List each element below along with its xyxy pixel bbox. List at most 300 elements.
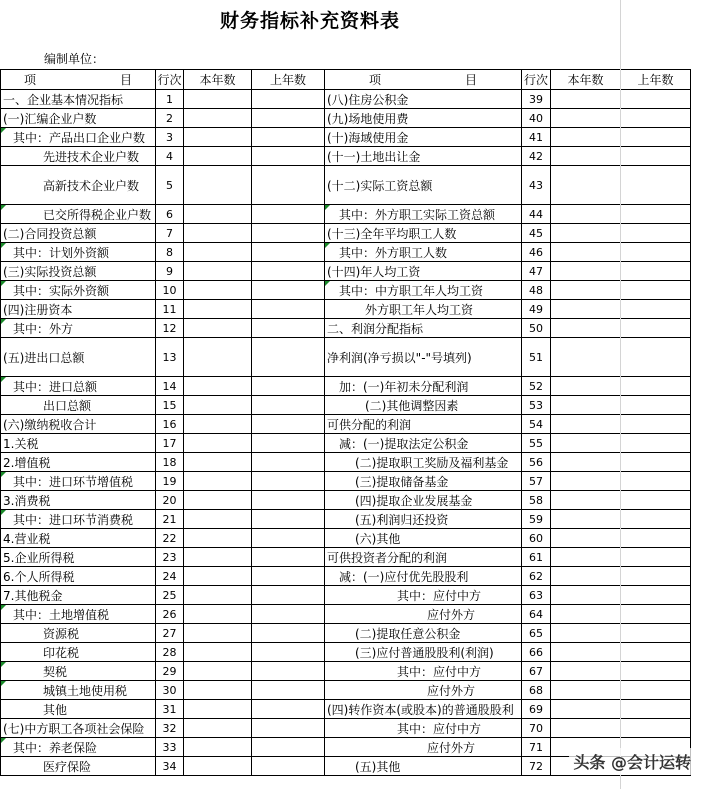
right-item-cell[interactable] — [325, 624, 522, 643]
right-this-year-cell[interactable] — [551, 700, 621, 719]
right-line-no-cell[interactable]: 67 — [522, 662, 551, 681]
right-item-label: (三)提取储备基金 — [355, 474, 449, 489]
left-item-cell[interactable] — [1, 453, 156, 472]
right-line-no-cell[interactable]: 49 — [522, 300, 551, 319]
left-item-cell[interactable] — [1, 128, 156, 147]
right-line-no-cell[interactable]: 59 — [522, 510, 551, 529]
left-this-year-cell[interactable] — [184, 319, 252, 338]
left-this-year-cell[interactable] — [184, 300, 252, 319]
left-item-label: 其中：产品出口企业户数 — [13, 130, 146, 145]
table-row — [1, 567, 691, 586]
right-line-no-cell[interactable]: 68 — [522, 681, 551, 700]
table-row — [1, 586, 691, 605]
right-item-cell[interactable] — [325, 472, 522, 491]
header-this-year-right: 本年数 — [551, 70, 621, 90]
right-item-cell[interactable] — [325, 738, 522, 757]
right-this-year-cell[interactable] — [551, 147, 621, 166]
left-item-label: (四)注册资本 — [3, 302, 73, 317]
left-item-cell[interactable] — [1, 472, 156, 491]
left-item-label: 7.其他税金 — [3, 588, 63, 603]
right-item-cell[interactable] — [325, 700, 522, 719]
cell-comment-marker — [1, 205, 6, 210]
left-item-label: 2.增值税 — [3, 455, 51, 470]
left-item-cell[interactable] — [1, 700, 156, 719]
right-item-cell[interactable] — [325, 90, 522, 109]
right-item-cell[interactable] — [325, 662, 522, 681]
left-item-label: (三)实际投资总额 — [3, 264, 97, 279]
left-line-no-cell[interactable]: 12 — [156, 319, 184, 338]
left-line-no-cell[interactable]: 29 — [156, 662, 184, 681]
left-this-year-cell[interactable] — [184, 548, 252, 567]
right-this-year-cell[interactable] — [551, 224, 621, 243]
right-this-year-cell[interactable] — [551, 128, 621, 147]
left-item-cell[interactable] — [1, 567, 156, 586]
right-this-year-cell[interactable] — [551, 396, 621, 415]
right-this-year-cell[interactable] — [551, 643, 621, 662]
right-item-cell[interactable] — [325, 548, 522, 567]
table-row — [1, 262, 691, 281]
left-item-cell[interactable] — [1, 205, 156, 224]
left-last-year-cell[interactable] — [252, 662, 325, 681]
left-this-year-cell[interactable] — [184, 281, 252, 300]
left-item-cell[interactable] — [1, 662, 156, 681]
left-this-year-cell[interactable] — [184, 147, 252, 166]
unit-row — [0, 46, 709, 68]
left-item-label: 其中：土地增值税 — [13, 607, 110, 622]
right-this-year-cell[interactable] — [551, 586, 621, 605]
right-line-no-cell[interactable]: 48 — [522, 281, 551, 300]
left-this-year-cell[interactable] — [184, 491, 252, 510]
right-line-no-cell[interactable]: 72 — [522, 757, 551, 776]
left-line-no-cell[interactable]: 1 — [156, 90, 184, 109]
right-item-cell[interactable] — [325, 300, 522, 319]
left-item-cell[interactable] — [1, 109, 156, 128]
left-this-year-cell[interactable] — [184, 224, 252, 243]
left-item-cell[interactable] — [1, 224, 156, 243]
right-line-no-cell[interactable]: 57 — [522, 472, 551, 491]
right-item-cell[interactable] — [325, 491, 522, 510]
left-item-cell[interactable] — [1, 300, 156, 319]
left-this-year-cell[interactable] — [184, 472, 252, 491]
right-line-no-cell[interactable]: 66 — [522, 643, 551, 662]
right-line-no-cell[interactable]: 71 — [522, 738, 551, 757]
left-this-year-cell[interactable] — [184, 529, 252, 548]
right-item-cell[interactable] — [325, 166, 522, 205]
left-item-label: 医疗保险 — [43, 759, 92, 774]
right-line-no-cell[interactable]: 52 — [522, 377, 551, 396]
left-item-label: 6.个人所得税 — [3, 569, 75, 584]
right-this-year-cell[interactable] — [551, 205, 621, 224]
left-last-year-cell[interactable] — [252, 472, 325, 491]
right-item-cell[interactable] — [325, 719, 522, 738]
left-last-year-cell[interactable] — [252, 681, 325, 700]
left-last-year-cell[interactable] — [252, 757, 325, 776]
header-last-year-right: 上年数 — [621, 70, 691, 90]
right-this-year-cell[interactable] — [551, 605, 621, 624]
left-this-year-cell[interactable] — [184, 719, 252, 738]
left-item-cell[interactable] — [1, 757, 156, 776]
right-item-cell[interactable] — [325, 128, 522, 147]
right-this-year-cell[interactable] — [551, 529, 621, 548]
left-item-cell[interactable] — [1, 586, 156, 605]
left-item-cell[interactable] — [1, 548, 156, 567]
table-row — [1, 491, 691, 510]
right-item-label: 其中：应付中方 — [397, 588, 482, 603]
right-this-year-cell[interactable] — [551, 681, 621, 700]
left-line-no-cell[interactable]: 33 — [156, 738, 184, 757]
left-line-no-cell[interactable]: 4 — [156, 147, 184, 166]
right-line-no-cell[interactable]: 44 — [522, 205, 551, 224]
right-this-year-cell[interactable] — [551, 662, 621, 681]
left-this-year-cell[interactable] — [184, 700, 252, 719]
right-this-year-cell[interactable] — [551, 262, 621, 281]
left-last-year-cell[interactable] — [252, 586, 325, 605]
left-this-year-cell[interactable] — [184, 262, 252, 281]
right-this-year-cell[interactable] — [551, 338, 621, 377]
right-item-cell[interactable] — [325, 281, 522, 300]
right-this-year-cell[interactable] — [551, 243, 621, 262]
left-item-cell[interactable] — [1, 415, 156, 434]
left-last-year-cell[interactable] — [252, 300, 325, 319]
left-item-label: 4.营业税 — [3, 531, 51, 546]
left-item-cell[interactable] — [1, 166, 156, 205]
left-line-no-cell[interactable]: 21 — [156, 510, 184, 529]
cell-comment-marker — [325, 281, 330, 286]
left-line-no-cell[interactable]: 31 — [156, 700, 184, 719]
left-last-year-cell[interactable] — [252, 719, 325, 738]
right-this-year-cell[interactable] — [551, 434, 621, 453]
right-line-no-cell[interactable]: 55 — [522, 434, 551, 453]
right-item-cell[interactable] — [325, 586, 522, 605]
right-line-no-cell[interactable]: 58 — [522, 491, 551, 510]
right-item-label: (十二)实际工资总额 — [327, 178, 433, 193]
left-this-year-cell[interactable] — [184, 567, 252, 586]
right-item-cell[interactable] — [325, 338, 522, 377]
left-item-cell[interactable] — [1, 262, 156, 281]
left-item-label: 其中：养老保险 — [13, 740, 98, 755]
right-item-cell[interactable] — [325, 109, 522, 128]
left-line-no-cell[interactable]: 16 — [156, 415, 184, 434]
right-line-no-cell[interactable]: 70 — [522, 719, 551, 738]
left-last-year-cell[interactable] — [252, 605, 325, 624]
right-item-cell[interactable] — [325, 243, 522, 262]
left-last-year-cell[interactable] — [252, 262, 325, 281]
right-this-year-cell[interactable] — [551, 300, 621, 319]
right-this-year-cell[interactable] — [551, 567, 621, 586]
cell-comment-marker — [1, 605, 6, 610]
right-item-cell[interactable] — [325, 205, 522, 224]
right-this-year-cell[interactable] — [551, 510, 621, 529]
left-this-year-cell[interactable] — [184, 205, 252, 224]
right-line-no-cell[interactable]: 61 — [522, 548, 551, 567]
left-this-year-cell[interactable] — [184, 396, 252, 415]
watermark: 头条 @会计运转 — [569, 748, 695, 775]
left-line-no-cell[interactable]: 30 — [156, 681, 184, 700]
right-this-year-cell[interactable] — [551, 624, 621, 643]
right-item-label: (六)其他 — [355, 531, 401, 546]
empty-column — [620, 0, 709, 789]
left-this-year-cell[interactable] — [184, 510, 252, 529]
right-line-no-cell[interactable]: 53 — [522, 396, 551, 415]
left-this-year-cell[interactable] — [184, 128, 252, 147]
right-item-cell[interactable] — [325, 147, 522, 166]
left-this-year-cell[interactable] — [184, 415, 252, 434]
left-item-cell[interactable] — [1, 434, 156, 453]
left-line-no-cell[interactable]: 11 — [156, 300, 184, 319]
right-item-cell[interactable] — [325, 529, 522, 548]
left-this-year-cell[interactable] — [184, 166, 252, 205]
right-item-cell[interactable] — [325, 224, 522, 243]
right-item-label: 其中：应付中方 — [397, 664, 482, 679]
left-line-no-cell[interactable]: 20 — [156, 491, 184, 510]
table-row — [1, 662, 691, 681]
right-this-year-cell[interactable] — [551, 109, 621, 128]
right-this-year-cell[interactable] — [551, 472, 621, 491]
right-item-label: (二)提取任意公积金 — [355, 626, 461, 641]
left-last-year-cell[interactable] — [252, 147, 325, 166]
left-last-year-cell[interactable] — [252, 453, 325, 472]
right-item-cell[interactable] — [325, 434, 522, 453]
right-this-year-cell[interactable] — [551, 491, 621, 510]
left-last-year-cell[interactable] — [252, 281, 325, 300]
cell-comment-marker — [1, 128, 6, 133]
left-last-year-cell[interactable] — [252, 510, 325, 529]
right-line-no-cell[interactable]: 45 — [522, 224, 551, 243]
right-this-year-cell[interactable] — [551, 319, 621, 338]
right-item-cell[interactable] — [325, 415, 522, 434]
right-item-label: (二)其他调整因素 — [365, 398, 459, 413]
right-item-cell[interactable] — [325, 262, 522, 281]
left-line-no-cell[interactable]: 22 — [156, 529, 184, 548]
left-item-label: 1.关税 — [3, 436, 39, 451]
left-line-no-cell[interactable]: 17 — [156, 434, 184, 453]
right-line-no-cell[interactable]: 41 — [522, 128, 551, 147]
left-item-label: 其他 — [43, 702, 68, 717]
left-this-year-cell[interactable] — [184, 453, 252, 472]
left-last-year-cell[interactable] — [252, 205, 325, 224]
right-line-no-cell[interactable]: 64 — [522, 605, 551, 624]
table-row — [1, 338, 691, 377]
right-line-no-cell[interactable]: 60 — [522, 529, 551, 548]
left-line-no-cell[interactable]: 18 — [156, 453, 184, 472]
right-item-label: (三)应付普通股股利(利润) — [355, 645, 494, 660]
left-this-year-cell[interactable] — [184, 643, 252, 662]
left-item-label: 城镇土地使用税 — [43, 683, 128, 698]
left-item-cell[interactable] — [1, 738, 156, 757]
left-this-year-cell[interactable] — [184, 586, 252, 605]
left-line-no-cell[interactable]: 23 — [156, 548, 184, 567]
left-line-no-cell[interactable]: 3 — [156, 128, 184, 147]
left-last-year-cell[interactable] — [252, 643, 325, 662]
left-item-label: 出口总额 — [43, 398, 92, 413]
left-line-no-cell[interactable]: 2 — [156, 109, 184, 128]
left-item-label: 契税 — [43, 664, 68, 679]
left-line-no-cell[interactable]: 5 — [156, 166, 184, 205]
left-last-year-cell[interactable] — [252, 491, 325, 510]
left-last-year-cell[interactable] — [252, 338, 325, 377]
right-this-year-cell[interactable] — [551, 166, 621, 205]
left-this-year-cell[interactable] — [184, 434, 252, 453]
right-item-label: (十四)年人均工资 — [327, 264, 421, 279]
left-item-cell[interactable] — [1, 243, 156, 262]
right-this-year-cell[interactable] — [551, 719, 621, 738]
right-item-cell[interactable] — [325, 319, 522, 338]
table-row — [1, 548, 691, 567]
right-item-cell[interactable] — [325, 453, 522, 472]
right-line-no-cell[interactable]: 46 — [522, 243, 551, 262]
left-this-year-cell[interactable] — [184, 90, 252, 109]
right-line-no-cell[interactable]: 63 — [522, 586, 551, 605]
left-item-cell[interactable] — [1, 719, 156, 738]
left-line-no-cell[interactable]: 9 — [156, 262, 184, 281]
left-item-label: 其中：外方 — [13, 321, 74, 336]
right-line-no-cell[interactable]: 39 — [522, 90, 551, 109]
left-last-year-cell[interactable] — [252, 700, 325, 719]
left-last-year-cell[interactable] — [252, 415, 325, 434]
left-last-year-cell[interactable] — [252, 548, 325, 567]
left-last-year-cell[interactable] — [252, 377, 325, 396]
table-row — [1, 147, 691, 166]
left-line-no-cell[interactable]: 32 — [156, 719, 184, 738]
left-item-cell[interactable] — [1, 643, 156, 662]
left-line-no-cell[interactable]: 8 — [156, 243, 184, 262]
right-this-year-cell[interactable] — [551, 377, 621, 396]
left-this-year-cell[interactable] — [184, 738, 252, 757]
left-item-cell[interactable] — [1, 491, 156, 510]
right-line-no-cell[interactable]: 56 — [522, 453, 551, 472]
left-this-year-cell[interactable] — [184, 109, 252, 128]
right-line-no-cell[interactable]: 62 — [522, 567, 551, 586]
left-line-no-cell[interactable]: 34 — [156, 757, 184, 776]
left-last-year-cell[interactable] — [252, 434, 325, 453]
right-item-cell[interactable] — [325, 757, 522, 776]
table-row — [1, 624, 691, 643]
left-line-no-cell[interactable]: 28 — [156, 643, 184, 662]
left-this-year-cell[interactable] — [184, 243, 252, 262]
cell-comment-marker — [1, 281, 6, 286]
left-line-no-cell[interactable]: 26 — [156, 605, 184, 624]
right-item-label: 净利润(净亏损以"-"号填列) — [327, 350, 472, 365]
right-this-year-cell[interactable] — [551, 281, 621, 300]
left-item-cell[interactable] — [1, 147, 156, 166]
right-this-year-cell[interactable] — [551, 90, 621, 109]
cell-comment-marker — [1, 243, 6, 248]
right-line-no-cell[interactable]: 40 — [522, 109, 551, 128]
left-item-label: (一)汇编企业户数 — [3, 111, 97, 126]
left-line-no-cell[interactable]: 14 — [156, 377, 184, 396]
left-line-no-cell[interactable]: 6 — [156, 205, 184, 224]
left-last-year-cell[interactable] — [252, 624, 325, 643]
left-this-year-cell[interactable] — [184, 681, 252, 700]
table-row — [1, 109, 691, 128]
right-item-cell[interactable] — [325, 605, 522, 624]
left-last-year-cell[interactable] — [252, 396, 325, 415]
table-row — [1, 719, 691, 738]
right-this-year-cell[interactable] — [551, 415, 621, 434]
header-last-year-left: 上年数 — [252, 70, 325, 90]
left-last-year-cell[interactable] — [252, 224, 325, 243]
left-line-no-cell[interactable]: 7 — [156, 224, 184, 243]
left-last-year-cell[interactable] — [252, 166, 325, 205]
right-item-cell[interactable] — [325, 510, 522, 529]
left-last-year-cell[interactable] — [252, 109, 325, 128]
left-last-year-cell[interactable] — [252, 90, 325, 109]
left-item-label: 其中：进口总额 — [13, 379, 98, 394]
left-line-no-cell[interactable]: 24 — [156, 567, 184, 586]
table-row — [1, 205, 691, 224]
right-line-no-cell[interactable]: 54 — [522, 415, 551, 434]
right-line-no-cell[interactable]: 50 — [522, 319, 551, 338]
left-line-no-cell[interactable]: 25 — [156, 586, 184, 605]
left-line-no-cell[interactable]: 15 — [156, 396, 184, 415]
right-this-year-cell[interactable] — [551, 548, 621, 567]
left-this-year-cell[interactable] — [184, 377, 252, 396]
left-item-cell[interactable] — [1, 605, 156, 624]
left-item-cell[interactable] — [1, 377, 156, 396]
left-item-cell[interactable] — [1, 681, 156, 700]
cell-comment-marker — [1, 319, 6, 324]
left-item-cell[interactable] — [1, 529, 156, 548]
right-item-label: (十三)全年平均职工人数 — [327, 226, 457, 241]
right-this-year-cell[interactable] — [551, 453, 621, 472]
table-row — [1, 396, 691, 415]
right-item-cell[interactable] — [325, 643, 522, 662]
left-item-cell[interactable] — [1, 281, 156, 300]
right-item-label: 加：(一)年初未分配利润 — [339, 379, 469, 394]
left-this-year-cell[interactable] — [184, 757, 252, 776]
right-item-label: (十)海域使用金 — [327, 130, 409, 145]
left-last-year-cell[interactable] — [252, 128, 325, 147]
right-item-cell[interactable] — [325, 681, 522, 700]
left-this-year-cell[interactable] — [184, 662, 252, 681]
header-item-right: 项 目 — [325, 70, 522, 90]
left-line-no-cell[interactable]: 13 — [156, 338, 184, 377]
left-last-year-cell[interactable] — [252, 567, 325, 586]
right-item-cell[interactable] — [325, 396, 522, 415]
left-item-cell[interactable] — [1, 624, 156, 643]
left-last-year-cell[interactable] — [252, 319, 325, 338]
left-item-cell[interactable] — [1, 396, 156, 415]
right-item-label: 可供分配的利润 — [327, 417, 412, 432]
right-line-no-cell[interactable]: 69 — [522, 700, 551, 719]
left-line-no-cell[interactable]: 19 — [156, 472, 184, 491]
left-item-cell[interactable] — [1, 90, 156, 109]
right-item-label: (四)提取企业发展基金 — [355, 493, 473, 508]
left-last-year-cell[interactable] — [252, 738, 325, 757]
left-line-no-cell[interactable]: 10 — [156, 281, 184, 300]
left-item-cell[interactable] — [1, 338, 156, 377]
left-item-cell[interactable] — [1, 319, 156, 338]
right-line-no-cell[interactable]: 47 — [522, 262, 551, 281]
table-row — [1, 224, 691, 243]
right-line-no-cell[interactable]: 42 — [522, 147, 551, 166]
right-item-cell[interactable] — [325, 377, 522, 396]
cell-comment-marker — [1, 681, 6, 686]
right-line-no-cell[interactable]: 51 — [522, 338, 551, 377]
left-this-year-cell[interactable] — [184, 624, 252, 643]
right-line-no-cell[interactable]: 43 — [522, 166, 551, 205]
right-item-cell[interactable] — [325, 567, 522, 586]
left-item-cell[interactable] — [1, 510, 156, 529]
left-last-year-cell[interactable] — [252, 529, 325, 548]
right-item-label: 应付外方 — [427, 740, 476, 755]
right-line-no-cell[interactable]: 65 — [522, 624, 551, 643]
left-item-label: (七)中方职工各项社会保险 — [3, 721, 145, 736]
left-last-year-cell[interactable] — [252, 243, 325, 262]
left-this-year-cell[interactable] — [184, 338, 252, 377]
left-this-year-cell[interactable] — [184, 605, 252, 624]
left-line-no-cell[interactable]: 27 — [156, 624, 184, 643]
